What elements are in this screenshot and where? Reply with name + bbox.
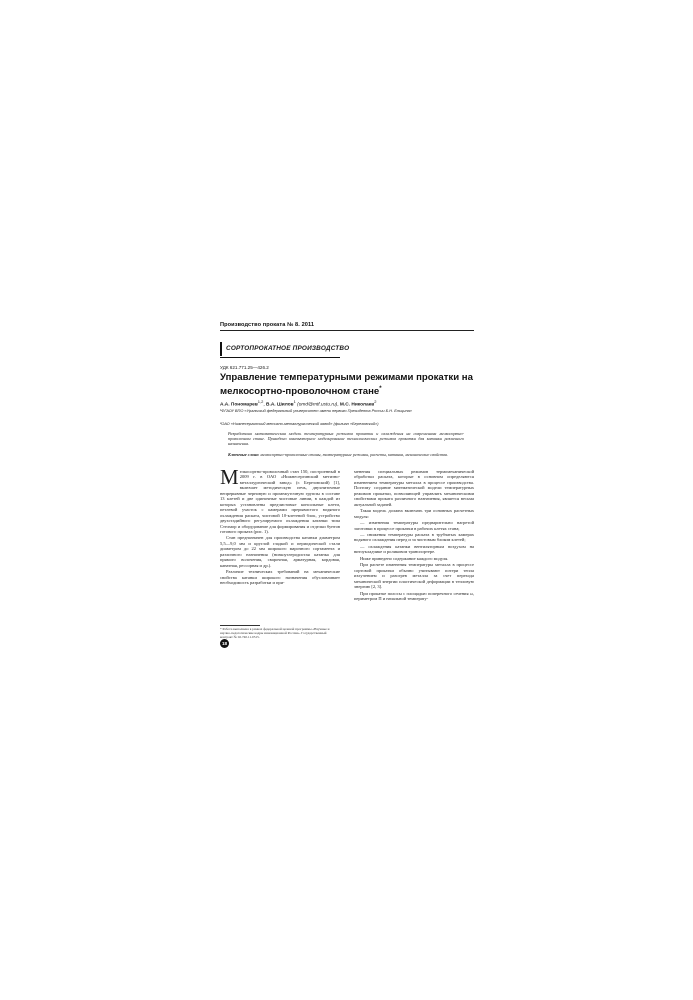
section-heading xyxy=(220,342,350,356)
list-item: — изменения температуры предварительно нагретой заготовки в процессе прокатки в рабочих клетях стана; xyxy=(354,520,474,531)
running-head: Производство проката № 8. 2011 xyxy=(220,322,315,328)
header-rule xyxy=(220,330,474,331)
page-number: 18 xyxy=(221,641,228,646)
body-paragraph: При прокатке полосы с площадью поперечного сечения ω, периметром П и начальной температу- xyxy=(354,590,474,601)
author-2-email: (omd@mtf.ustu.ru) xyxy=(297,402,338,408)
author-2: В.А. Шилов xyxy=(266,402,294,408)
keywords-label: Ключевые слова: xyxy=(228,452,260,457)
body-paragraph: При расчете изменения температуры металла в процессе сортовой прокатки обычно учитывают потери тепла излучением и разогрев металла за счет перехода механической энергии пластической деформации в тепловую энергию [2, 3]. xyxy=(354,562,474,590)
udc-code: УДК 621.771.25—426.2 xyxy=(220,365,269,370)
body-paragraph: Различие технических требований на механические свойства катанки широкого назначения обусловливает необходимость разработки и при- xyxy=(220,569,340,586)
article-title xyxy=(220,373,474,397)
keywords xyxy=(228,452,464,457)
author-1: А.А. Пономарев xyxy=(220,402,258,408)
article-title-text: Управление температурными режимами прокатки на мелкосортно-проволочном стане xyxy=(220,372,473,397)
author-2-affiliation: 1 xyxy=(293,399,296,404)
title-footnote-mark: * xyxy=(379,385,382,392)
section-label: СОРТОПРОКАТНОЕ ПРОИЗВОДСТВО xyxy=(226,345,350,352)
author-3-affiliation: 2 xyxy=(374,399,377,404)
affiliation-2: ²ОАО «Нижнесергинский метизно-металлургический завод» (филиал «Березовский») xyxy=(220,421,379,426)
drop-cap: М xyxy=(220,465,239,489)
body-paragraph: Ниже приведено содержание каждого модуля. xyxy=(360,555,449,561)
footnote-rule xyxy=(220,625,260,626)
body-paragraph: менения специальных режимов термомеханической обработки раската, которые в основном определяются изменением температуры металла в процессе производства. Поэтому создание математической модели температурных режимов прокатки, позволяющей управлять механическими свойствами проката различного назначения, является весьма актуальной задачей. xyxy=(354,469,474,507)
section-rule xyxy=(220,357,340,358)
article-page xyxy=(220,322,474,646)
body-column-left xyxy=(220,465,340,587)
list-item: — снижения температуры раската в трубчатых камерах водяного охлаждения перед и за чистовым блоком клетей; xyxy=(354,531,474,543)
author-line: А.А. Пономарев$^{1,2}$, В.А. Шилов$^1$ (omd@mtf.ustu.ru), М.С. Николаев$^2$ xyxy=(220,399,377,408)
body-paragraph: Стан предназначен для производства катанки диаметром 5,5—9,0 мм и круглой гладкой и периодической стали диаметром до 22 мм широкого марочного сортамента и различного назначения (низкоуглеродистая катанка для прямого волочения, сварочная, арматурная, кордовая, канатная, рессорная и др.). xyxy=(220,535,340,568)
author-3: М.С. Николаев xyxy=(339,402,375,408)
abstract: Разработана математическая модель температурных режимов прокатки и охлаждения на современном мелкосортно-проволочном стане. Приведено компьютерное моделирование технологических режимов прокатки для катанки различного назначения. xyxy=(228,431,464,447)
body-paragraph: Такая модель должна включать три основных расчетных модуля: xyxy=(354,508,474,519)
affiliation-1: ¹ФГАОУ ВПО «Уральский федеральный университет имени первого Президента России Б.Н. Ельцина» xyxy=(220,408,412,413)
keywords-text: мелкосортно-проволочные станы, температурные режимы, расчеты, катанка, механические свойства. xyxy=(260,452,449,457)
footnote: * Работа выполнена в рамках федеральной целевой программы «Научные и научно-педагогические кадры инновационной России». Государственный контракт № 02.740.11.0515. xyxy=(220,627,330,639)
author-1-affiliation: 1,2 xyxy=(257,399,264,404)
body-column-right xyxy=(354,469,474,602)
body-paragraph: Мелкосортно-проволочный стан 150, построенный в 2009 г. в ОАО «Нижнесергинский метизно-металлургический завод» (г. Березовский) [1], включает методическую печь, двухниточные непрерывные черновую и промежуточную группы в составе 13 клетей и две одиночные чистовые линии, в каждой из которых установлены предчистовые консольные клети, петлевой участок с камерами прерывистого водяного охлаждения раската, чистовой 10-клетевой блок, устройство двухстадийного регулируемого охлаждения катанки типа Стелмор и оборудование для формирования и отделки бунтов готового проката (рис. 1). xyxy=(220,465,340,534)
list-item: — охлаждения катанки вентиляторным воздухом на витоукладчике и роликовом транспортере. xyxy=(354,543,474,555)
